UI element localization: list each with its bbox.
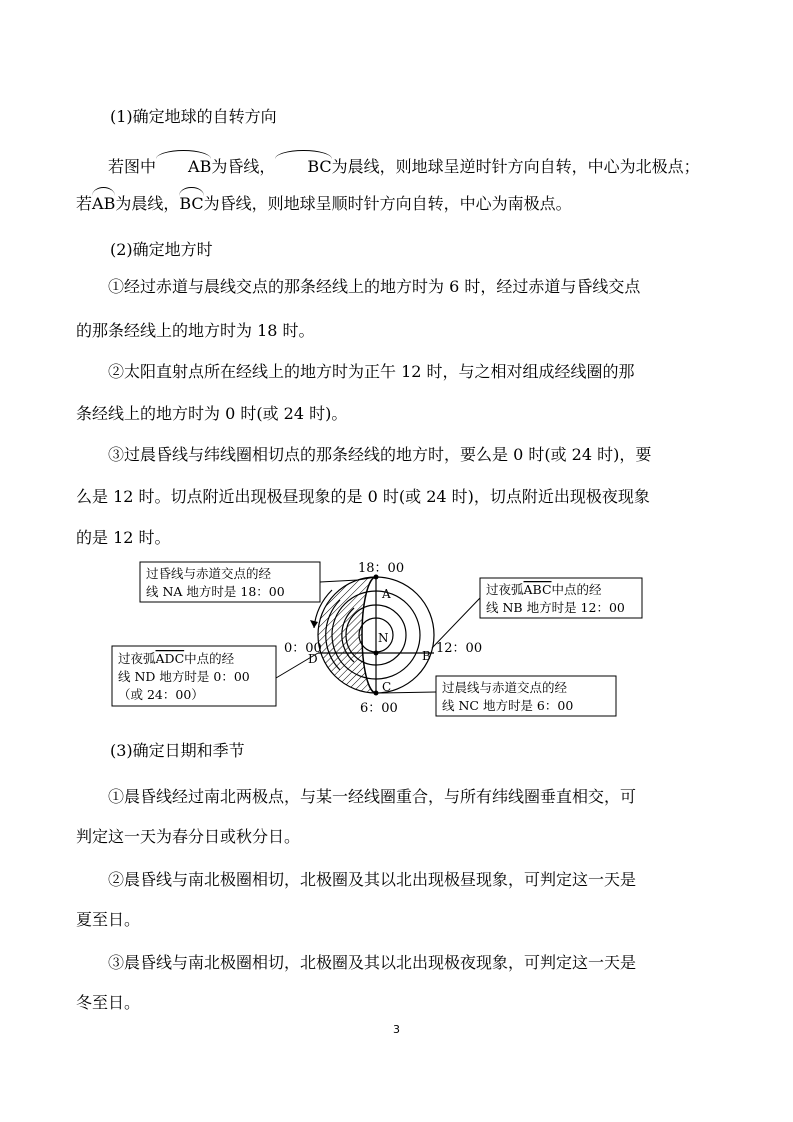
s2-item3-line1: ③过晨昏线与纬线圈相切点的那条经线的地方时，要么是 0 时(或 24 时)，要	[108, 445, 652, 464]
s2-item1-line1: ①经过赤道与晨线交点的那条经线上的地方时为 6 时，经过赤道与昏线交点	[108, 277, 641, 296]
s3-item3-line1: ③晨昏线与南北极圈相切，北极圈及其以北出现极夜现象，可判定这一天是	[108, 953, 637, 972]
section-1-para-b: 若AB为晨线，BC为昏线，则地球呈顺时针方向自转，中心为南极点。	[76, 185, 726, 223]
callout-nb-line2: 线 NB 地方时是 12：00	[486, 600, 625, 615]
s2-item2-line1: ②太阳直射点所在经线上的地方时为正午 12 时，与之相对组成经线圈的那	[108, 362, 635, 381]
label-c: C	[382, 680, 392, 694]
s2-item3-line3: 的是 12 时。	[76, 528, 171, 547]
day-night-figure	[110, 560, 650, 720]
section-2-heading: (2)确定地方时	[110, 240, 213, 259]
s2-item1-line2: 的那条经线上的地方时为 18 时。	[76, 321, 315, 340]
label-b: B	[422, 649, 431, 663]
page-number: 3	[393, 1023, 400, 1036]
callout-nb-line1: 过夜弧ABC中点的经	[486, 582, 602, 597]
label-d: D	[308, 652, 318, 666]
s3-item2-line1: ②晨昏线与南北极圈相切，北极圈及其以北出现极昼现象，可判定这一天是	[108, 870, 637, 889]
callout-nc-line1: 过晨线与赤道交点的经	[442, 680, 568, 695]
callout-nd-line1: 过夜弧ADC中点的经	[118, 651, 235, 666]
s2-item3-line2: 么是 12 时。切点附近出现极昼现象的是 0 时(或 24 时)，切点附近出现极夜现象	[76, 487, 650, 506]
time-left: 0：00	[284, 641, 322, 656]
section-1-para-a: 若图中 AB为昏线， BC为晨线，则地球呈逆时针方向自转，中心为北极点；	[76, 148, 726, 186]
section-3-heading: (3)确定日期和季节	[110, 741, 245, 760]
time-bottom: 6：00	[360, 701, 398, 716]
s3-item1-line1: ①晨昏线经过南北两极点，与某一经线圈重合，与所有纬线圈垂直相交，可	[108, 787, 637, 806]
callout-na-line1: 过昏线与赤道交点的经	[146, 566, 272, 581]
s3-item1-line2: 判定这一天为春分日或秋分日。	[76, 827, 301, 846]
night-side-hatch	[318, 577, 376, 693]
label-n: N	[378, 631, 389, 645]
section-1-heading: (1)确定地球的自转方向	[110, 107, 277, 126]
s2-item2-line2: 条经线上的地方时为 0 时(或 24 时)。	[76, 404, 348, 423]
rotation-arrowhead	[310, 620, 318, 628]
time-top: 18：00	[358, 561, 405, 576]
callout-na-line2: 线 NA 地方时是 18：00	[146, 584, 285, 599]
center-dot	[374, 651, 379, 656]
label-a: A	[382, 587, 391, 601]
callout-nd-line2: 线 ND 地方时是 0：00	[118, 669, 250, 684]
point-bottom	[374, 691, 379, 696]
s3-item2-line2: 夏至日。	[76, 910, 141, 929]
callout-nc-line2: 线 NC 地方时是 6：00	[442, 698, 574, 713]
s3-item3-line2: 冬至日。	[76, 993, 141, 1012]
callout-nd-line3: （或 24：00）	[118, 687, 204, 702]
time-right: 12：00	[436, 641, 483, 656]
